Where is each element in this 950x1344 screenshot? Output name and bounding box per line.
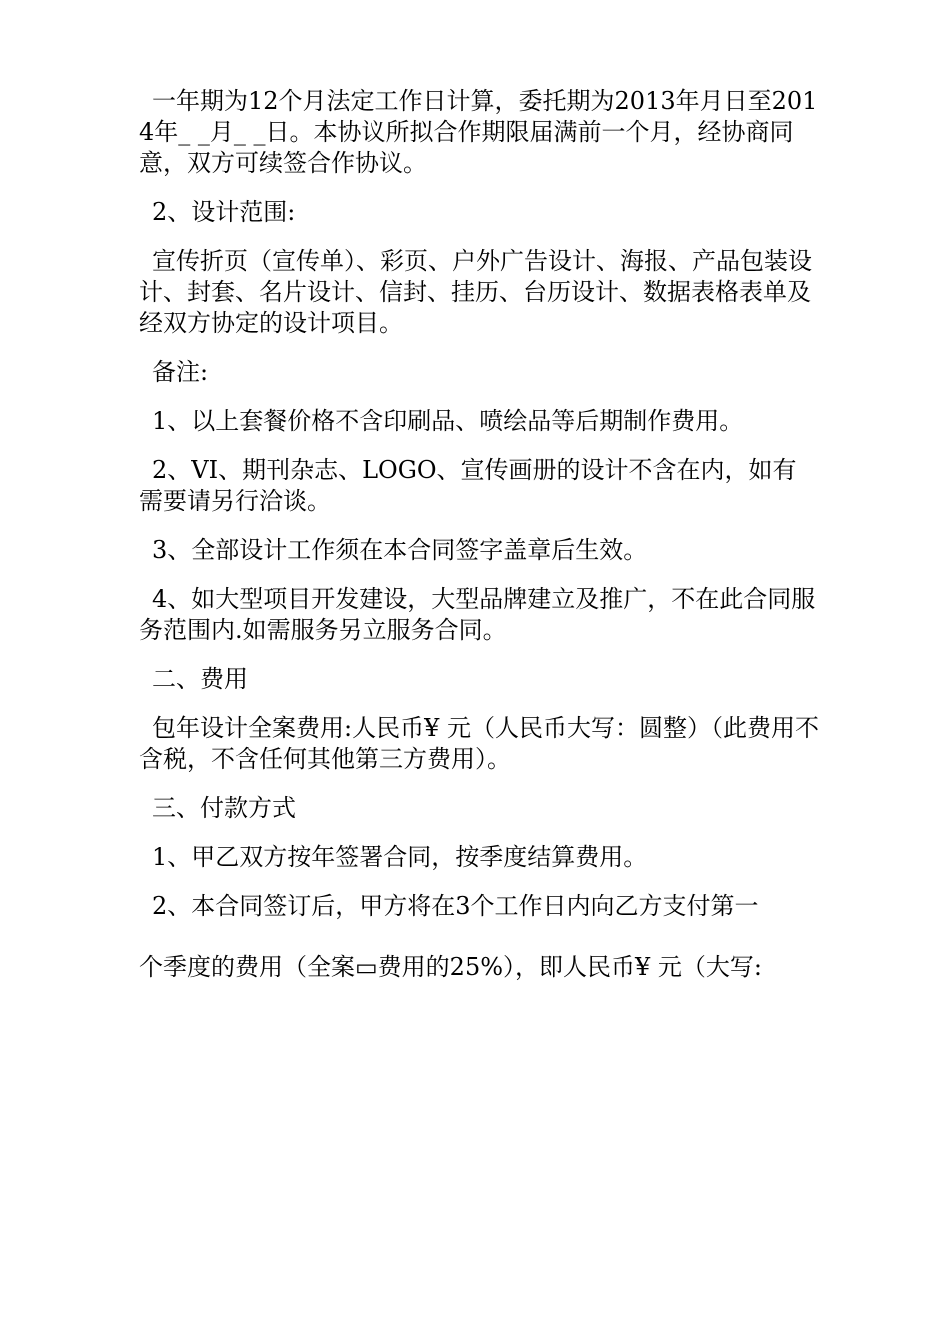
remark-item-4: 4、如大型项目开发建设，大型品牌建立及推广，不在此合同服务范围内.如需服务另立服务合同。 [139,585,816,644]
payment-item-1: 1、甲乙双方按年签署合同，按季度结算费用。 [152,843,648,871]
heading-fees: 二、费用 [152,665,248,693]
paragraph-contract-term: 一年期为12个月法定工作日计算，委托期为2013年月日至2014年_ _月_ _日。本协议所拟合作期限届满前一个月，经协商同意，双方可续签合作协议。 [139,87,818,177]
payment-item-2: 2、本合同签订后，甲方将在3个工作日内向乙方支付第一 [152,892,759,920]
document-body [139,86,819,1001]
remark-item-3: 3、全部设计工作须在本合同签字盖章后生效。 [152,536,648,564]
paragraph-design-items: 宣传折页（宣传单）、彩页、户外广告设计、海报、产品包装设计、封套、名片设计、信封、挂历、台历设计、数据表格表单及经双方协定的设计项目。 [139,247,812,337]
payment-item-2-continued: 个季度的费用（全案▭费用的25%），即人民币¥ 元（大写: [139,953,763,981]
heading-remarks: 备注: [152,358,209,386]
heading-payment-method: 三、付款方式 [152,794,296,822]
heading-design-scope: 2、设计范围: [152,198,296,226]
remark-item-1: 1、以上套餐价格不含印刷品、喷绘品等后期制作费用。 [152,407,744,435]
paragraph-annual-fee: 包年设计全案费用:人民币¥ 元（人民币大写：圆整）（此费用不含税，不含任何其他第三方费用）。 [139,714,819,773]
remark-item-2: 2、VI、期刊杂志、LOGO、宣传画册的设计不含在内，如有需要请另行洽谈。 [139,456,797,515]
